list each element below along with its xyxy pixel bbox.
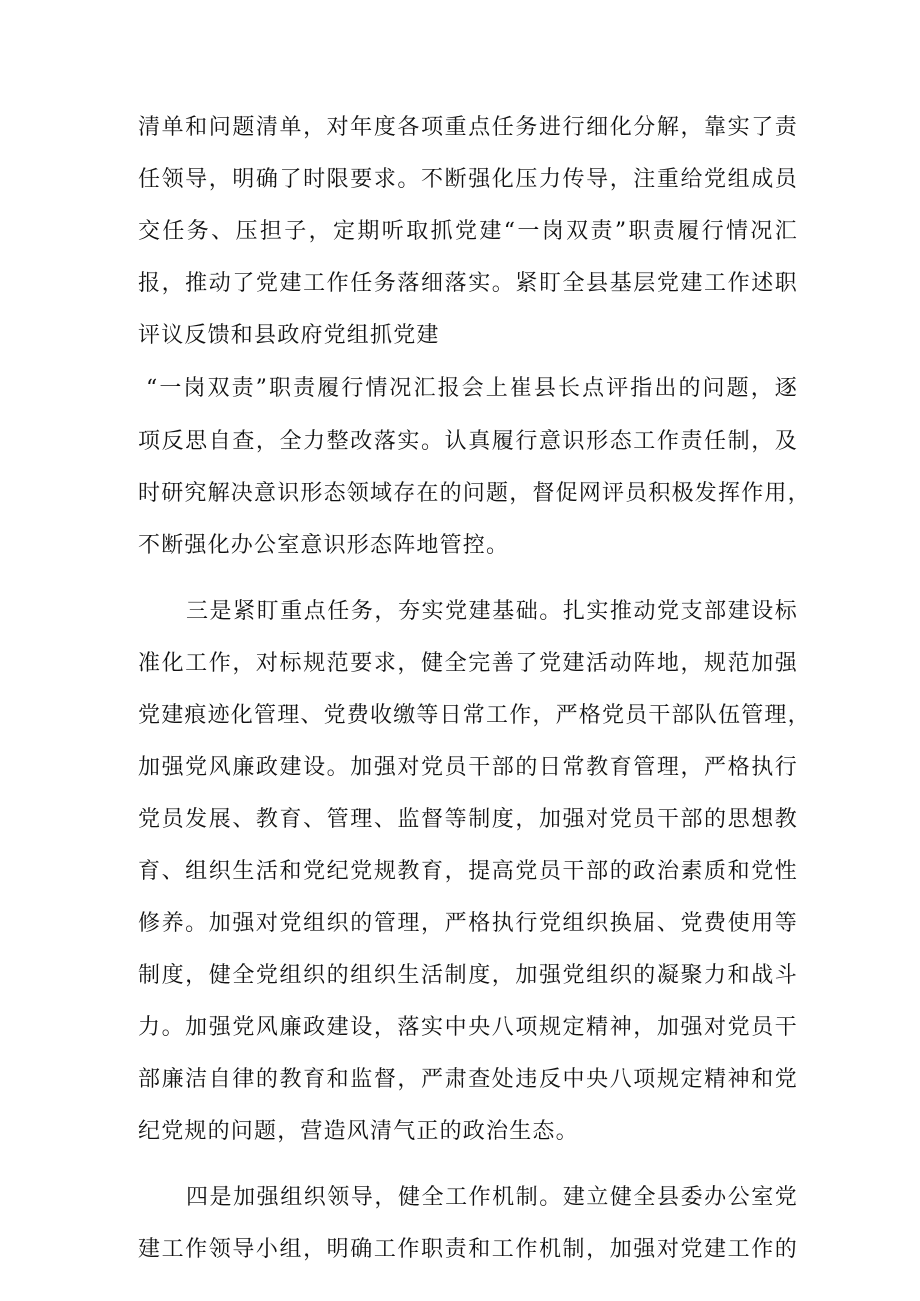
- text-line: 部廉洁自律的教育和监督，严肃查处违反中央八项规定精神和党: [138, 1067, 798, 1092]
- paragraph-heading-line: 四是加强组织领导，健全工作机制。建立健全县委办公室党: [186, 1185, 798, 1210]
- text-line: 育、组织生活和党纪党规教育，提高党员干部的政治素质和党性: [138, 859, 798, 884]
- text-line: 纪党规的问题，营造风清气正的政治生态。: [138, 1119, 579, 1144]
- text-line: 项反思自查，全力整改落实。认真履行意识形态工作责任制，及: [138, 429, 798, 454]
- text-line: 评议反馈和县政府党组抓党建: [138, 323, 440, 348]
- text-line: “一岗双责”职责履行情况汇报会上崔县长点评指出的问题，逐: [146, 376, 798, 401]
- text-line: 党员发展、教育、管理、监督等制度，加强对党员干部的思想教: [138, 807, 798, 832]
- text-line: 任领导，明确了时限要求。不断强化压力传导，注重给党组成员: [138, 167, 798, 192]
- text-line: 力。加强党风廉政建设，落实中央八项规定精神，加强对党员干: [138, 1015, 798, 1040]
- text-line: 时研究解决意识形态领域存在的问题，督促网评员积极发挥作用，: [138, 481, 811, 506]
- text-line: 不断强化办公室意识形态阵地管控。: [138, 533, 510, 558]
- text-line: 制度，健全党组织的组织生活制度，加强党组织的凝聚力和战斗: [138, 963, 798, 988]
- text-line: 交任务、压担子，定期听取抓党建“一岗双责”职责履行情况汇: [138, 219, 798, 244]
- text-line: 修养。加强对党组织的管理，严格执行党组织换届、党费使用等: [138, 911, 798, 936]
- text-line: 清单和问题清单，对年度各项重点任务进行细化分解，靠实了责: [138, 115, 798, 140]
- text-line: 建工作领导小组，明确工作职责和工作机制，加强对党建工作的: [138, 1237, 798, 1262]
- text-line: 报，推动了党建工作任务落细落实。紧盯全县基层党建工作述职: [138, 271, 798, 296]
- text-line: 加强党风廉政建设。加强对党员干部的日常教育管理，严格执行: [138, 755, 798, 780]
- text-line: 准化工作，对标规范要求，健全完善了党建活动阵地，规范加强: [138, 651, 798, 676]
- paragraph-heading-line: 三是紧盯重点任务，夯实党建基础。扎实推动党支部建设标: [186, 599, 798, 624]
- text-line: 党建痕迹化管理、党费收缴等日常工作，严格党员干部队伍管理，: [138, 703, 811, 728]
